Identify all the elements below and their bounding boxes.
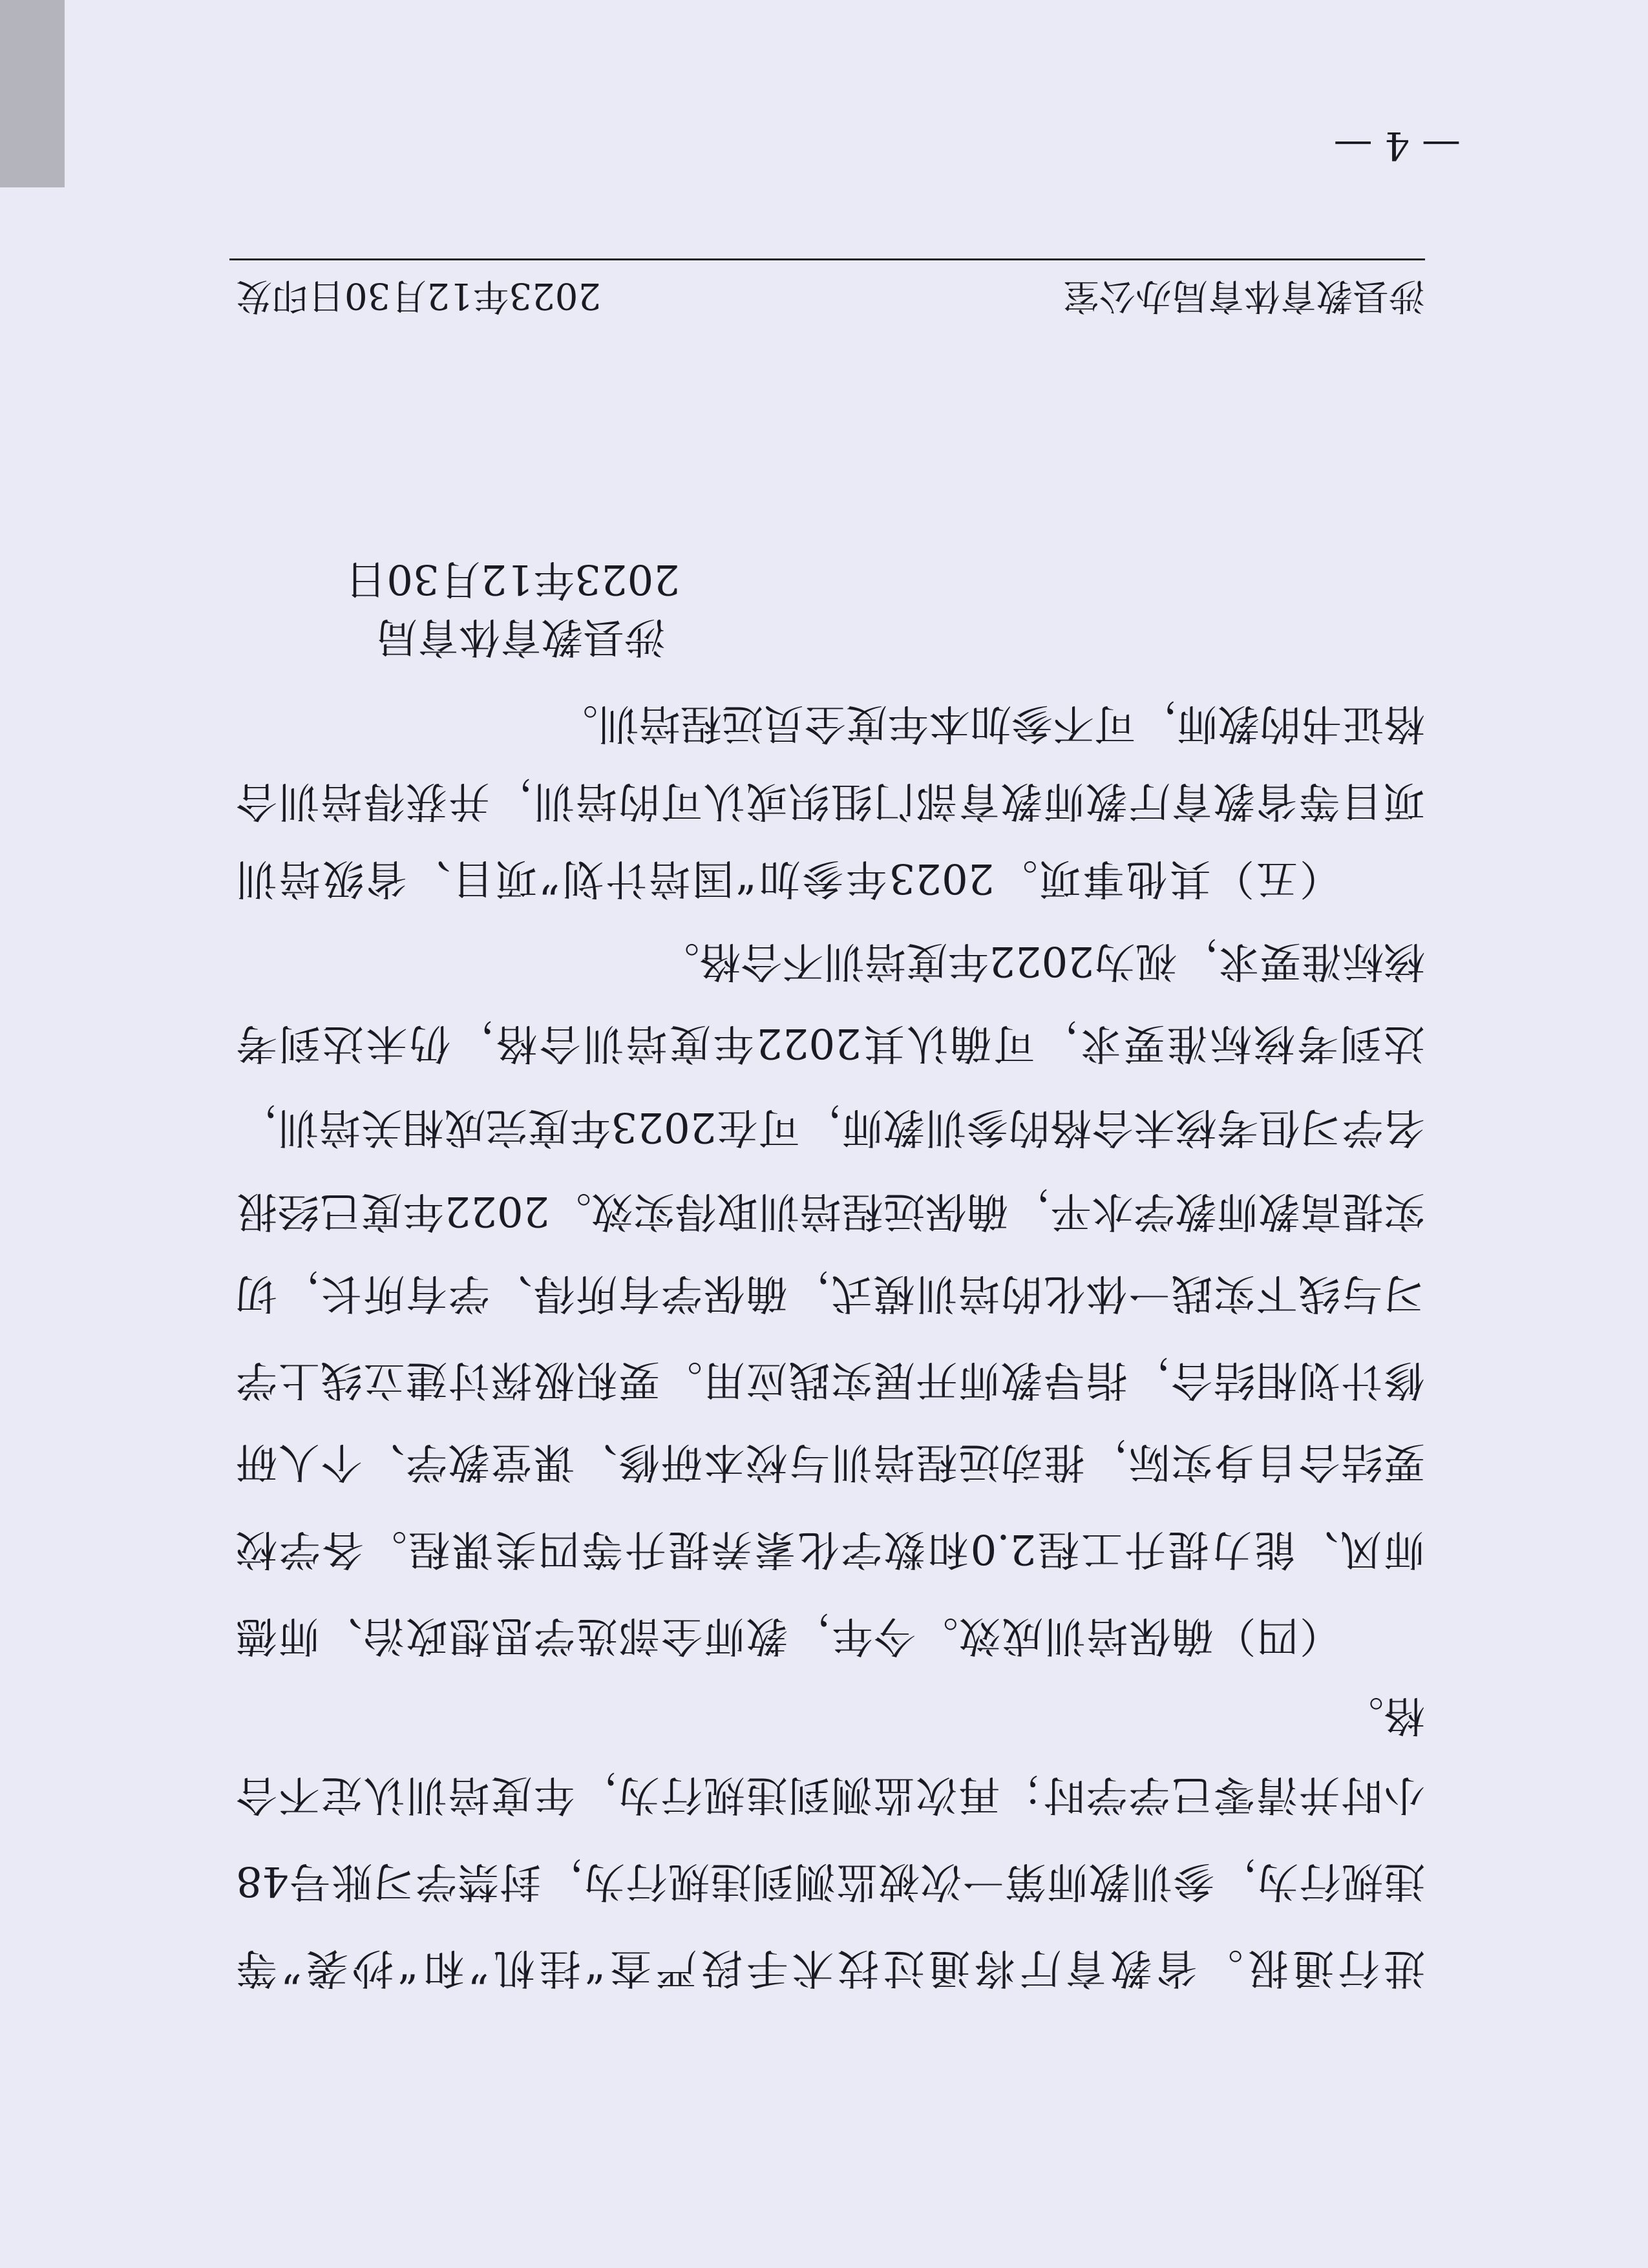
body-line: 格证书的教师，可不参加本年度全员远程培训。 [556,699,1425,747]
body-line: 师风、能力提升工程2.0和数字化素养提升等四类课程。各学校 [236,1525,1425,1573]
footer-print-date: 2023年12月30日印发 [235,275,601,317]
body-line: 达到考核标准要求，可确认其2022年度培训合格，仍未达到考 [236,1019,1425,1067]
body-line: 违规行为，参训教师第一次被监测到违规行为，封禁学习账号48 [236,1857,1425,1905]
body-line: 格。 [1342,1691,1425,1739]
body-line: 要结合自身实际，推动远程培训与校本研修、课堂教学、个人研 [236,1438,1425,1486]
footer-rule [229,258,1425,260]
body-line: 项目等省教育厅教师教育部门组织或认可的培训，并获得培训合 [236,777,1425,824]
scan-edge-shadow [0,0,65,187]
page-number: — 4 — [1333,123,1461,168]
signature-org: 涉县教育体育局 [376,613,666,660]
body-line: 核标准要求，视为2022年度培训不合格。 [658,937,1425,985]
body-line: 小时并清零已学学时；再次监测到违规行为，年度培训认定不合 [236,1770,1425,1818]
body-line: 进行通报。省教育厅将通过技术手段严查“挂机”和“抄袭”等 [236,1944,1425,1991]
body-line: 习与线下实践一体化的培训模式，确保学有所得、学有所长，切 [236,1269,1425,1317]
section-heading-5: （五）其他事项。2023年参加“国培计划”项目、省级培训 [236,854,1341,902]
signature-date: 2023年12月30日 [345,555,680,603]
body-line: 修计划相结合，指导教师开展实践应用。要积极探讨建立线上学 [236,1356,1425,1403]
footer-issuer: 涉县教育体育局办公室 [1063,275,1425,317]
body-line: 名学习但考核未合格的参训教师，可在2023年度完成相关培训， [236,1103,1425,1151]
body-line: 实提高教师教学水平，确保远程培训取得实效。2022年度已经报 [236,1187,1425,1235]
section-heading-4: （四）确保培训成效。今年，教师全部选学思想政治、师德 [236,1612,1341,1659]
